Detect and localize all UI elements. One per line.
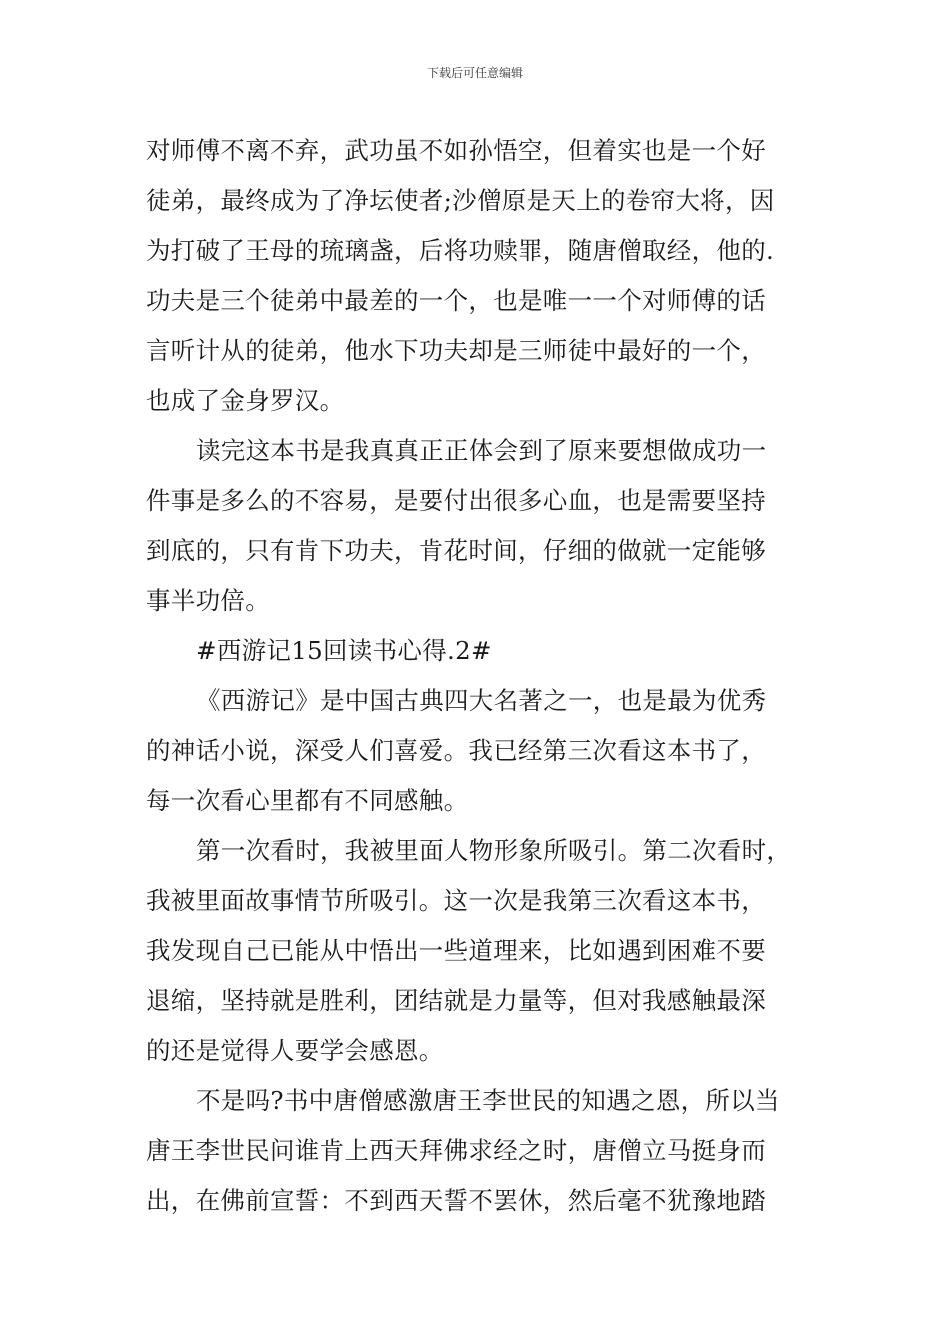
text-line: 的还是觉得人要学会感恩。 [146,1036,444,1065]
text-line: 功夫是三个徒弟中最差的一个，也是唯一一个对师傅的话 [146,286,766,315]
paragraph-first-line: 不是吗?书中唐僧感激唐王李世民的知遇之恩，所以当 [196,1086,780,1115]
text-line: 到底的，只有肯下功夫，肯花时间，仔细的做就一定能够 [146,536,766,565]
text-line: 唐王李世民问谁肯上西天拜佛求经之时，唐僧立马挺身而 [146,1136,766,1165]
text-line: 言听计从的徒弟，他水下功夫却是三师徒中最好的一个， [146,336,766,365]
text-line: 对师傅不离不弃，武功虽不如孙悟空，但着实也是一个好 [146,136,766,165]
paragraph-first-line: 《西游记》是中国古典四大名著之一，也是最为优秀 [196,686,767,715]
paragraph-first-line: 第一次看时，我被里面人物形象所吸引。第二次看时， [196,836,792,865]
text-line: 退缩，坚持就是胜利，团结就是力量等，但对我感触最深 [146,986,766,1015]
paragraph-first-line: 读完这本书是我真真正正体会到了原来要想做成功一 [196,436,767,465]
body-text [146,126,826,1226]
text-line: 事半功倍。 [146,586,270,615]
text-line: 件事是多么的不容易，是要付出很多心血，也是需要坚持 [146,486,766,515]
text-line: 我发现自己已能从中悟出一些道理来，比如遇到困难不要 [146,936,766,965]
text-line: 为打破了王母的琉璃盏，后将功赎罪，随唐僧取经，他的. [146,236,775,265]
text-line: 出，在佛前宣誓：不到西天誓不罢休，然后毫不犹豫地踏 [146,1186,766,1215]
text-line: 每一次看心里都有不同感触。 [146,786,469,815]
text-line: 徒弟，最终成为了净坛使者;沙僧原是天上的卷帘大将，因 [146,186,775,215]
page-header-note: 下载后可任意编辑 [426,66,523,80]
section-heading: #西游记15回读书心得.2# [196,636,492,665]
text-line: 的神话小说，深受人们喜爱。我已经第三次看这本书了， [146,736,766,765]
text-line: 也成了金身罗汉。 [146,386,345,415]
text-line: 我被里面故事情节所吸引。这一次是我第三次看这本书， [146,886,766,915]
